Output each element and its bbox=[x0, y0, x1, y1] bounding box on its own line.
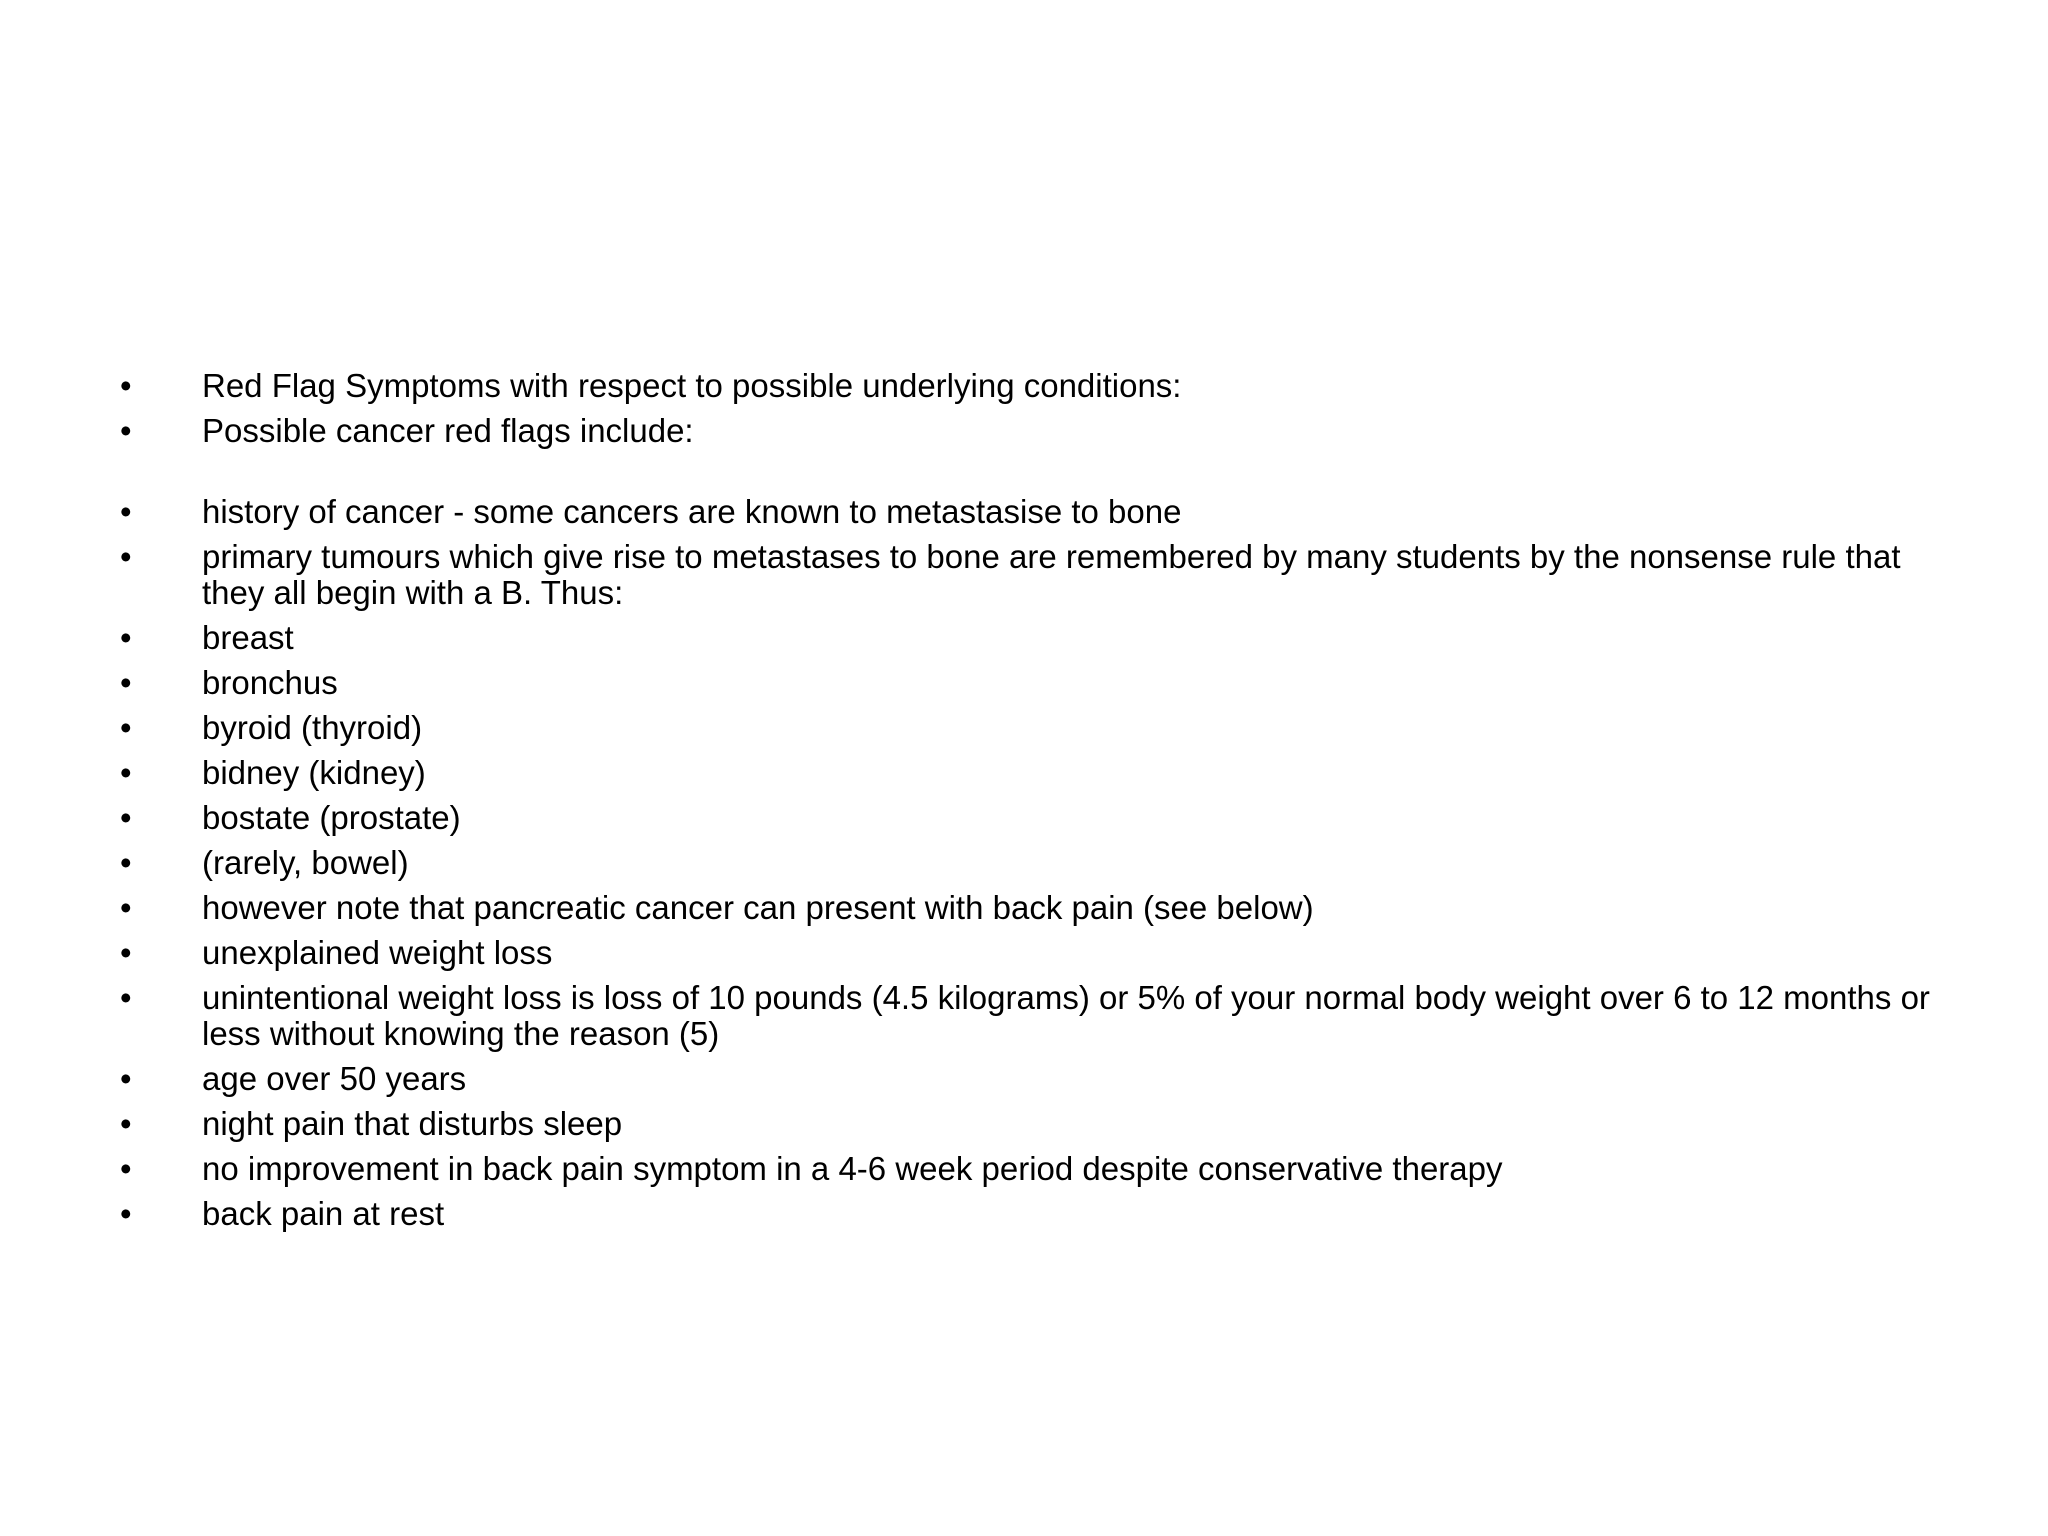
list-item-text: byroid (thyroid) bbox=[202, 709, 423, 746]
list-item bbox=[120, 845, 1950, 881]
bullet-icon: • bbox=[120, 493, 132, 530]
list-item-text: primary tumours which give rise to metastases to bone are remembered by many students by the nonsense rule that they all begin with a B. Thus: bbox=[202, 538, 1901, 611]
bullet-icon: • bbox=[120, 934, 132, 971]
list-item bbox=[120, 494, 1950, 530]
list-item-text: Red Flag Symptoms with respect to possible underlying conditions: bbox=[202, 367, 1182, 404]
list-item bbox=[120, 1106, 1950, 1142]
list-item-text: unexplained weight loss bbox=[202, 934, 553, 971]
list-item bbox=[120, 890, 1950, 926]
list-item bbox=[120, 755, 1950, 791]
bullet-icon: • bbox=[120, 367, 132, 404]
list-item bbox=[120, 368, 1950, 404]
list-item-text: Possible cancer red flags include: bbox=[202, 412, 694, 449]
list-item-text: back pain at rest bbox=[202, 1195, 445, 1232]
list-item bbox=[120, 980, 1950, 1052]
list-item-text: breast bbox=[202, 619, 294, 656]
bullet-list bbox=[120, 368, 1950, 1241]
list-item bbox=[120, 620, 1950, 656]
bullet-icon: • bbox=[120, 412, 132, 449]
list-item bbox=[120, 935, 1950, 971]
list-item bbox=[120, 539, 1950, 611]
list-item bbox=[120, 710, 1950, 746]
list-item-text: (rarely, bowel) bbox=[202, 844, 409, 881]
bullet-icon: • bbox=[120, 844, 132, 881]
bullet-icon: • bbox=[120, 799, 132, 836]
list-item-text: however note that pancreatic cancer can present with back pain (see below) bbox=[202, 889, 1314, 926]
list-item bbox=[120, 1196, 1950, 1232]
list-item-text: history of cancer - some cancers are known to metastasise to bone bbox=[202, 493, 1182, 530]
list-item-text: bronchus bbox=[202, 664, 338, 701]
bullet-icon: • bbox=[120, 754, 132, 791]
list-item bbox=[120, 413, 1950, 449]
list-item bbox=[120, 1151, 1950, 1187]
bullet-icon: • bbox=[120, 1195, 132, 1232]
list-item-text: age over 50 years bbox=[202, 1060, 467, 1097]
bullet-icon: • bbox=[120, 979, 132, 1016]
list-item-text: unintentional weight loss is loss of 10 pounds (4.5 kilograms) or 5% of your normal body weight over 6 to 12 months or less without knowing the reason (5) bbox=[202, 979, 1930, 1052]
bullet-icon: • bbox=[120, 1105, 132, 1142]
list-item-text: bostate (prostate) bbox=[202, 799, 461, 836]
list-item bbox=[120, 800, 1950, 836]
bullet-icon: • bbox=[120, 619, 132, 656]
bullet-icon: • bbox=[120, 664, 132, 701]
list-item-text: night pain that disturbs sleep bbox=[202, 1105, 623, 1142]
bullet-icon: • bbox=[120, 709, 132, 746]
list-item-text: no improvement in back pain symptom in a 4-6 week period despite conservative therapy bbox=[202, 1150, 1503, 1187]
bullet-icon: • bbox=[120, 538, 132, 575]
bullet-icon: • bbox=[120, 1150, 132, 1187]
list-item-text: bidney (kidney) bbox=[202, 754, 426, 791]
list-item bbox=[120, 665, 1950, 701]
bullet-icon: • bbox=[120, 1060, 132, 1097]
list-item bbox=[120, 1061, 1950, 1097]
bullet-icon: • bbox=[120, 889, 132, 926]
